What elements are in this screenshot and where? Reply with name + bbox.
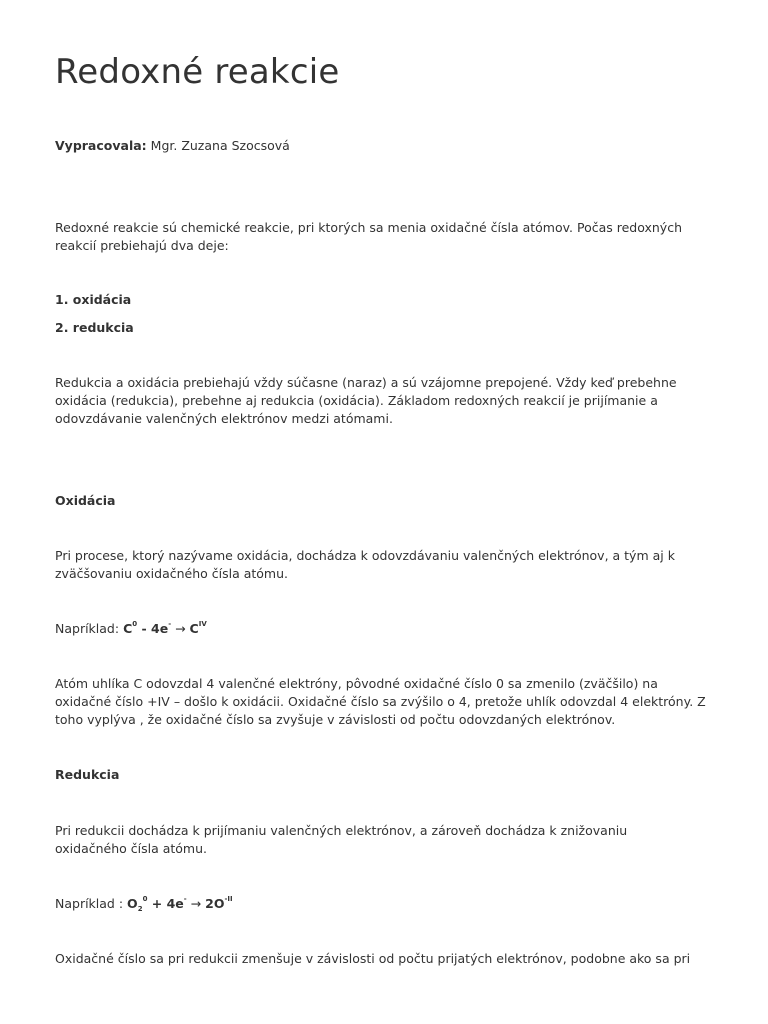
author-line: [55, 137, 290, 155]
author-label: Vypracovala:: [55, 138, 147, 153]
example-label: Napríklad :: [55, 896, 124, 911]
reduction-heading: Redukcia: [55, 767, 120, 782]
intro-paragraph: Redoxné reakcie sú chemické reakcie, pri ktorých sa menia oxidačné čísla atómov. Počas redoxných reakcií prebiehajú dva deje:: [55, 220, 683, 253]
oxidation-example: [55, 620, 207, 638]
oxidation-paragraph: Pri procese, ktorý nazývame oxidácia, dochádza k odovzdávaniu valenčných elektrónov, a tým aj k zväčšovaniu oxidačného čísla atómu.: [55, 548, 675, 581]
reduction-paragraph: Pri redukcii dochádza k prijímaniu valenčných elektrónov, a zároveň dochádza k znižovaniu oxidačného čísla atómu.: [55, 823, 628, 856]
reduction-explanation: Oxidačné číslo sa pri redukcii zmenšuje v závislosti od počtu prijatých elektrónov, podobne ako sa pri: [55, 951, 691, 966]
relation-paragraph: Redukcia a oxidácia prebiehajú vždy súčasne (naraz) a sú vzájomne prepojené. Vždy keď prebehne oxidácia (redukcia), prebehne aj redukcia (oxidácia). Základom redoxných reakcií je prijímanie a odovzdávanie valenčných elektrónov medzi atómami.: [55, 375, 677, 426]
oxidation-explanation: Atóm uhlíka C odovzdal 4 valenčné elektróny, pôvodné oxidačné číslo 0 sa zmenilo (zväčšilo) na oxidačné číslo +IV – došlo k oxidácii. Oxidačné číslo sa zvýšilo o 4, pretože uhlík odovzdal 4 elektróny. Z toho vyplýva , že oxidačné číslo sa zvyšuje v závislosti od počtu odovzdaných elektrónov.: [55, 676, 706, 727]
list-item-reduction: 2. redukcia: [55, 320, 134, 335]
list-item-oxidation: 1. oxidácia: [55, 292, 132, 307]
oxidation-heading: Oxidácia: [55, 493, 116, 508]
example-label: Napríklad:: [55, 621, 120, 636]
equation-reduction: $O_2^0 + 4e^- \to 2O^{-II}$: [127, 895, 233, 913]
author-name: Mgr. Zuzana Szocsová: [150, 138, 290, 153]
reduction-example: [55, 895, 233, 913]
equation-oxidation: $C^0 - 4e^- \to C^{IV}$: [123, 620, 207, 636]
page-title: Redoxné reakcie: [55, 52, 340, 92]
